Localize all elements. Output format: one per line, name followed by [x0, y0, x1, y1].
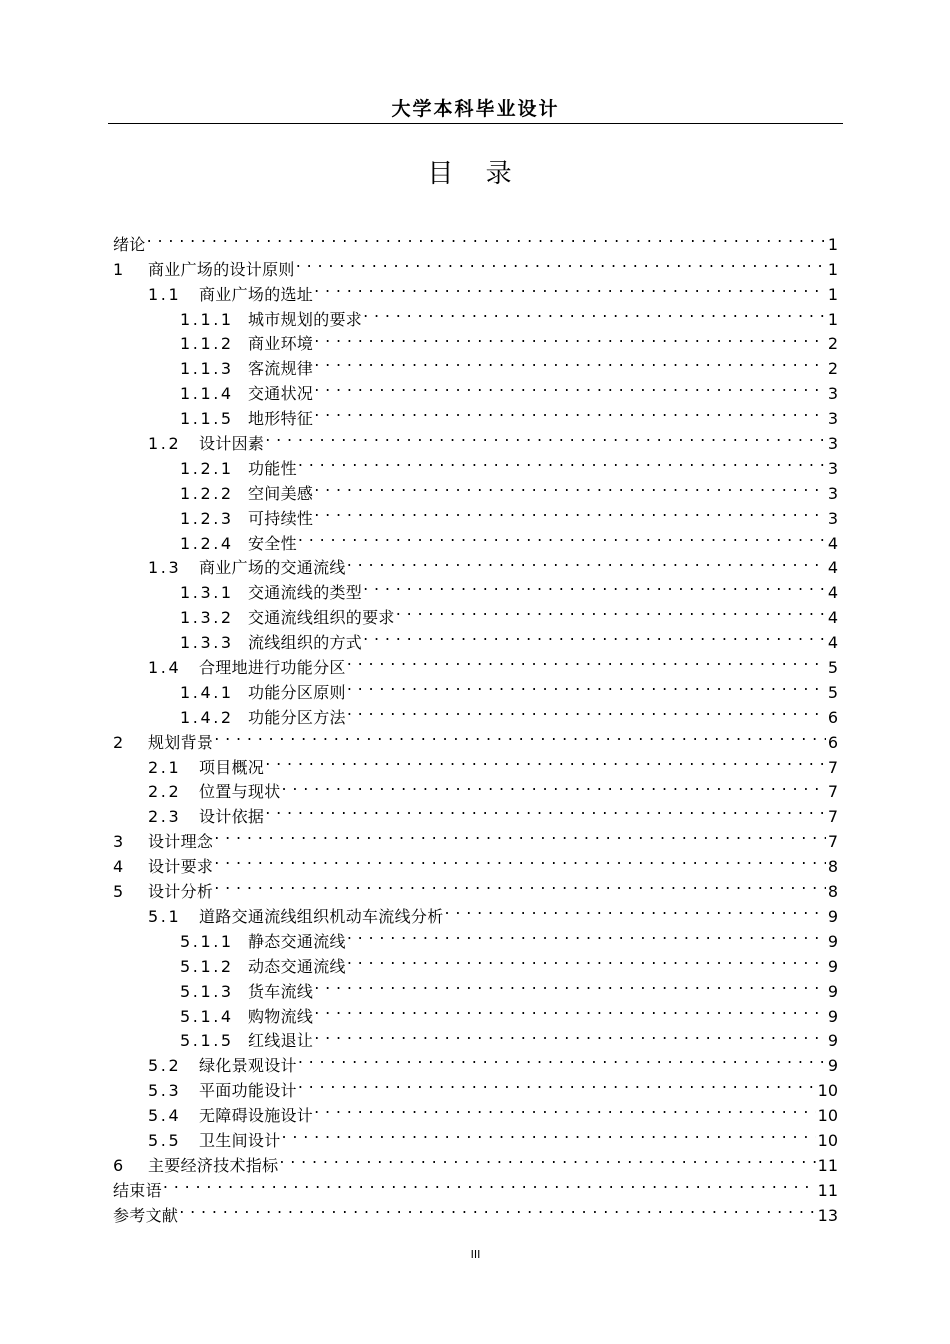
- toc-entry-number: 6: [113, 1155, 126, 1175]
- toc-entry-number: 1.3: [148, 558, 182, 578]
- header-divider: [108, 123, 843, 124]
- dot-leader: [347, 648, 826, 673]
- dot-leader: [314, 972, 826, 997]
- toc-entry-label: 设计理念: [148, 832, 214, 852]
- dot-leader: [163, 1171, 816, 1196]
- toc-entry-label: 道路交通流线组织机动车流线分析: [199, 906, 444, 926]
- toc-entry-number: 5.1.3: [180, 981, 234, 1001]
- toc-entry-page: 3: [827, 409, 838, 429]
- toc-entry-number: 1.4: [148, 658, 182, 678]
- dot-leader: [314, 325, 826, 350]
- toc-entry-page: 11: [817, 1155, 838, 1175]
- toc-entry-number: 1.4.2: [180, 707, 234, 727]
- toc-entry-page: 10: [817, 1081, 838, 1101]
- toc-entry-page: 9: [827, 981, 838, 1001]
- dot-leader: [265, 748, 826, 773]
- toc-entry-number: 1.3.3: [180, 633, 234, 653]
- toc-entry[interactable]: [113, 847, 838, 877]
- dot-leader: [363, 623, 826, 648]
- toc-entry-number: 1.1.1: [180, 309, 234, 329]
- dot-leader: [314, 474, 826, 499]
- dot-leader: [314, 275, 826, 300]
- toc-entry-page: 9: [827, 906, 838, 926]
- toc-entry-page: 7: [827, 832, 838, 852]
- toc-entry-page: 3: [827, 483, 838, 503]
- running-header: 大学本科毕业设计: [391, 98, 560, 120]
- toc-entry-page: 11: [817, 1180, 838, 1200]
- toc-entry-page: 1: [827, 234, 838, 254]
- toc-entry-label: 规划背景: [148, 732, 214, 752]
- toc-entry-label: 功能分区原则: [248, 682, 346, 702]
- toc-entry-number: 5.1: [148, 906, 182, 926]
- toc-entry-page: 4: [827, 533, 838, 553]
- toc-entry-number: 2.3: [148, 807, 182, 827]
- dot-leader: [214, 822, 826, 847]
- toc-entry-number: 2.1: [148, 757, 182, 777]
- toc-entry[interactable]: [113, 225, 838, 254]
- toc-entry-number: 1.3.2: [180, 608, 234, 628]
- toc-entry[interactable]: [113, 1171, 838, 1200]
- toc-entry-label: 交通流线组织的要求: [248, 608, 395, 628]
- toc-entry-label: 设计依据: [199, 807, 265, 827]
- dot-leader: [296, 250, 826, 275]
- dot-leader: [179, 1196, 815, 1221]
- toc-entry-page: 9: [827, 1056, 838, 1076]
- toc-entry-label: 空间美感: [248, 483, 314, 503]
- dot-leader: [298, 1071, 816, 1096]
- toc-entry-number: 1.2.4: [180, 533, 234, 553]
- toc-entry-number: 5.2: [148, 1056, 182, 1076]
- dot-leader: [298, 449, 826, 474]
- toc-entry[interactable]: [113, 1196, 838, 1225]
- toc-entry-label: 商业广场的选址: [199, 284, 314, 304]
- dot-leader: [347, 698, 826, 723]
- toc-entry-label: 流线组织的方式: [248, 633, 363, 653]
- toc-entry-label: 卫生间设计: [199, 1130, 281, 1150]
- toc-entry-page: 1: [827, 284, 838, 304]
- toc-entry-page: 1: [827, 259, 838, 279]
- dot-leader: [279, 1146, 815, 1171]
- dot-leader: [298, 524, 826, 549]
- toc-entry-label: 安全性: [248, 533, 297, 553]
- dot-leader: [314, 1096, 816, 1121]
- dot-leader: [214, 847, 826, 872]
- toc-entry-page: 3: [827, 434, 838, 454]
- dot-leader: [314, 1022, 826, 1047]
- toc-entry-label: 绿化景观设计: [199, 1056, 297, 1076]
- toc-entry-number: 1.3.1: [180, 583, 234, 603]
- toc-entry-page: 5: [827, 682, 838, 702]
- dot-leader: [314, 399, 826, 424]
- toc-entry-label: 结束语: [113, 1180, 162, 1200]
- toc-entry-number: 1.1: [148, 284, 182, 304]
- toc-entry-number: 1.2.3: [180, 508, 234, 528]
- page-number: III: [470, 1248, 481, 1261]
- toc-entry-number: 5.5: [148, 1130, 182, 1150]
- dot-leader: [347, 673, 826, 698]
- toc-entry-number: 5.1.4: [180, 1006, 234, 1026]
- dot-leader: [445, 897, 826, 922]
- toc-entry-label: 购物流线: [248, 1006, 314, 1026]
- toc-entry-label: 地形特征: [248, 409, 314, 429]
- toc-entry-page: 4: [827, 558, 838, 578]
- toc-entry-page: 4: [827, 633, 838, 653]
- toc-entry-page: 7: [827, 757, 838, 777]
- toc-entry-page: 9: [827, 931, 838, 951]
- toc-entry-page: 2: [827, 334, 838, 354]
- toc-entry-page: 2: [827, 359, 838, 379]
- toc-entry-label: 功能性: [248, 458, 297, 478]
- toc-entry-label: 静态交通流线: [248, 931, 346, 951]
- toc-entry-page: 3: [827, 508, 838, 528]
- dot-leader: [314, 374, 826, 399]
- toc-entry-page: 7: [827, 807, 838, 827]
- dot-leader: [265, 797, 826, 822]
- toc-entry-page: 9: [827, 1006, 838, 1026]
- toc-entry-number: 1.2.1: [180, 458, 234, 478]
- toc-entry-number: 1.2: [148, 434, 182, 454]
- dot-leader: [282, 773, 826, 798]
- toc-entry-label: 无障碍设施设计: [199, 1106, 314, 1126]
- toc-entry-number: 1.1.4: [180, 384, 234, 404]
- dot-leader: [147, 225, 826, 250]
- toc-entry-number: 5.1.1: [180, 931, 234, 951]
- toc-entry-label: 设计要求: [148, 857, 214, 877]
- toc-entry-number: 1.1.2: [180, 334, 234, 354]
- toc-entry-number: 1: [113, 259, 126, 279]
- toc-entry-number: 4: [113, 857, 126, 877]
- toc-entry-label: 城市规划的要求: [248, 309, 363, 329]
- toc-entry-label: 交通流线的类型: [248, 583, 363, 603]
- dot-leader: [347, 922, 826, 947]
- toc-entry-page: 7: [827, 782, 838, 802]
- toc-entry-page: 13: [817, 1205, 838, 1225]
- dot-leader: [314, 997, 826, 1022]
- toc-entry-label: 动态交通流线: [248, 956, 346, 976]
- toc-entry-label: 平面功能设计: [199, 1081, 297, 1101]
- dot-leader: [214, 723, 826, 748]
- toc-entry-label: 位置与现状: [199, 782, 281, 802]
- toc-entry[interactable]: [113, 748, 838, 777]
- toc-entry-page: 3: [827, 458, 838, 478]
- toc-entry-number: 2: [113, 732, 126, 752]
- dot-leader: [363, 300, 826, 325]
- dot-leader: [363, 573, 826, 598]
- toc-entry-number: 1.1.5: [180, 409, 234, 429]
- dot-leader: [347, 947, 826, 972]
- toc-entry-number: 5.1.2: [180, 956, 234, 976]
- toc-entry-page: 10: [817, 1106, 838, 1126]
- toc-entry-page: 3: [827, 384, 838, 404]
- toc-entry-label: 主要经济技术指标: [148, 1155, 279, 1175]
- toc-entry-label: 设计分析: [148, 882, 214, 902]
- toc-entry[interactable]: [113, 822, 838, 852]
- toc-entry-label: 功能分区方法: [248, 707, 346, 727]
- toc-entry-label: 红线退让: [248, 1031, 314, 1051]
- toc-entry[interactable]: [113, 897, 838, 926]
- toc-entry-label: 货车流线: [248, 981, 314, 1001]
- toc-entry-page: 4: [827, 608, 838, 628]
- toc-entry-label: 合理地进行功能分区: [199, 658, 346, 678]
- toc-entry-number: 1.4.1: [180, 682, 234, 702]
- toc-entry-page: 9: [827, 1031, 838, 1051]
- dot-leader: [314, 349, 826, 374]
- toc-entry[interactable]: [113, 872, 838, 902]
- toc-entry-page: 6: [827, 707, 838, 727]
- toc-entry-page: 8: [827, 857, 838, 877]
- toc-entry-page: 6: [827, 732, 838, 752]
- toc-entry[interactable]: [113, 723, 838, 752]
- toc-entry-label: 设计因素: [199, 434, 265, 454]
- toc-entry[interactable]: [113, 250, 838, 279]
- toc-entry-page: 4: [827, 583, 838, 603]
- dot-leader: [282, 1121, 816, 1146]
- dot-leader: [298, 1046, 826, 1071]
- toc-entry-label: 商业广场的交通流线: [199, 558, 346, 578]
- dot-leader: [396, 598, 826, 623]
- dot-leader: [214, 872, 826, 897]
- toc-entry-number: 5.4: [148, 1106, 182, 1126]
- toc-entry-number: 5.1.5: [180, 1031, 234, 1051]
- toc-entry-page: 9: [827, 956, 838, 976]
- dot-leader: [314, 499, 826, 524]
- toc-entry-label: 项目概况: [199, 757, 265, 777]
- toc-entry-page: 10: [817, 1130, 838, 1150]
- toc-entry-label: 可持续性: [248, 508, 314, 528]
- toc-entry-number: 1.1.3: [180, 359, 234, 379]
- toc-entry-label: 交通状况: [248, 384, 314, 404]
- toc-entry-page: 8: [827, 882, 838, 902]
- toc-entry-label: 客流规律: [248, 359, 314, 379]
- toc-entry-number: 5.3: [148, 1081, 182, 1101]
- toc-entry-number: 3: [113, 832, 126, 852]
- toc-entry-label: 参考文献: [113, 1205, 179, 1225]
- toc-entry-page: 1: [827, 309, 838, 329]
- dot-leader: [265, 424, 826, 449]
- toc-entry-number: 1.2.2: [180, 483, 234, 503]
- toc-entry-label: 商业广场的设计原则: [148, 259, 295, 279]
- toc-title: 目 录: [427, 159, 524, 189]
- toc-entry-number: 5: [113, 882, 126, 902]
- toc-entry-label: 绪论: [113, 234, 146, 254]
- dot-leader: [347, 549, 826, 574]
- toc-entry-number: 2.2: [148, 782, 182, 802]
- toc-entry-label: 商业环境: [248, 334, 314, 354]
- table-of-contents: [113, 225, 838, 1225]
- toc-entry-page: 5: [827, 658, 838, 678]
